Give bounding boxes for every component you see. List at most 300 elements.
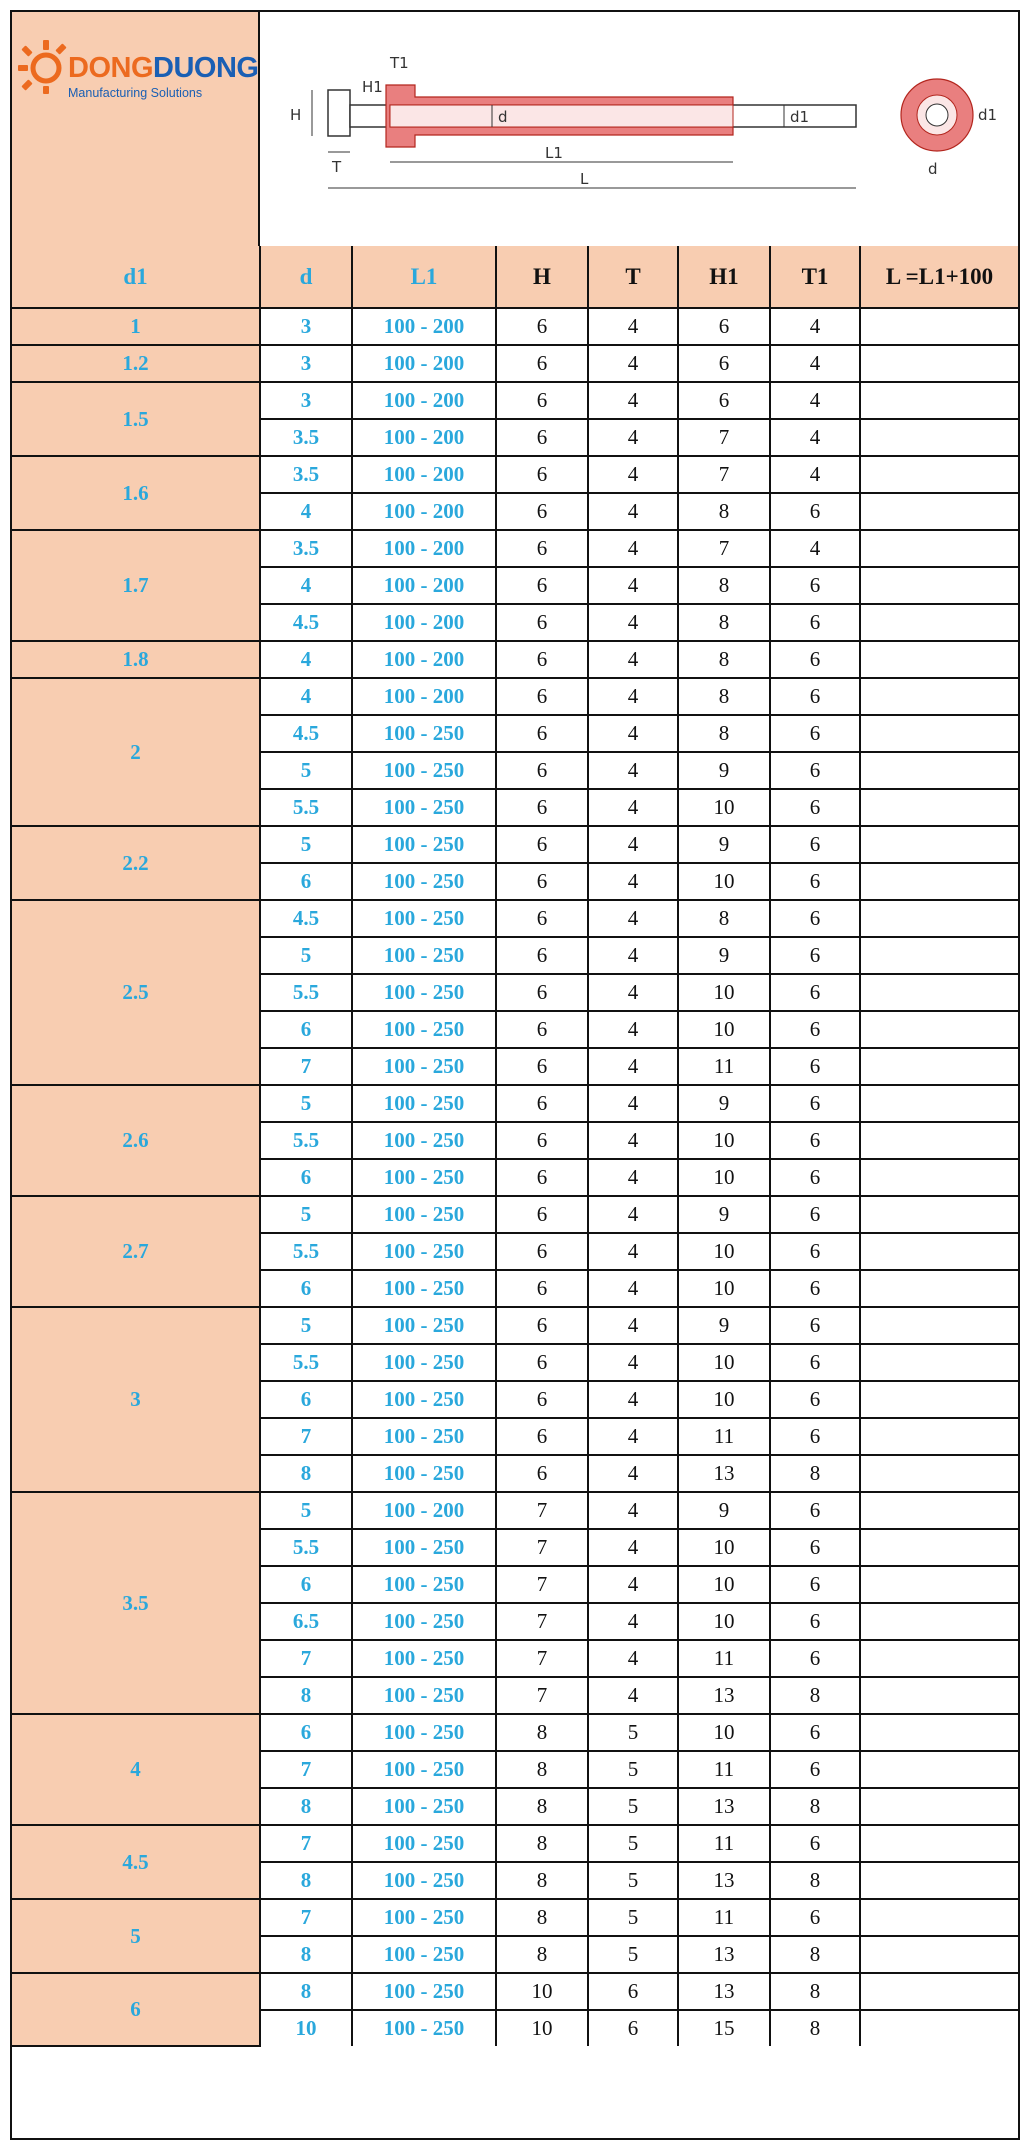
- cell-t: 5: [588, 1714, 678, 1751]
- cell-d1: 2: [12, 678, 260, 826]
- sleeve-diagram: [260, 12, 1018, 246]
- cell-h: 6: [496, 567, 588, 604]
- cell-h: 6: [496, 419, 588, 456]
- label-t1: T1: [390, 54, 409, 72]
- cell-h1: 10: [678, 1714, 770, 1751]
- cell-d1: 1.7: [12, 530, 260, 641]
- table-row: [12, 900, 1018, 937]
- cell-t1: 6: [770, 900, 860, 937]
- cell-l1: 100 - 250: [352, 937, 496, 974]
- cell-t: 4: [588, 1677, 678, 1714]
- cell-l: [860, 1788, 1018, 1825]
- cell-h1: 9: [678, 826, 770, 863]
- cell-d: 5: [260, 1307, 352, 1344]
- cell-h: 7: [496, 1566, 588, 1603]
- cell-l1: 100 - 250: [352, 1418, 496, 1455]
- cell-h1: 10: [678, 1381, 770, 1418]
- cell-t: 5: [588, 1788, 678, 1825]
- cell-l: [860, 1640, 1018, 1677]
- cell-l: [860, 1603, 1018, 1640]
- cell-d: 4: [260, 493, 352, 530]
- cell-t1: 8: [770, 1677, 860, 1714]
- cell-h: 6: [496, 530, 588, 567]
- cell-l: [860, 1899, 1018, 1936]
- cell-d: 6: [260, 1159, 352, 1196]
- cell-d: 7: [260, 1825, 352, 1862]
- cell-h: 8: [496, 1714, 588, 1751]
- table-row: [12, 1492, 1018, 1529]
- table-row: [12, 456, 1018, 493]
- cell-d1: 2.5: [12, 900, 260, 1085]
- cell-h: 7: [496, 1640, 588, 1677]
- cell-h1: 8: [678, 604, 770, 641]
- cell-t: 5: [588, 1899, 678, 1936]
- cell-t: 4: [588, 1381, 678, 1418]
- brand-name-part2: DUONG: [153, 52, 259, 84]
- cell-l1: 100 - 250: [352, 1973, 496, 2010]
- cell-d: 7: [260, 1640, 352, 1677]
- cell-l: [860, 1455, 1018, 1492]
- cell-t: 4: [588, 678, 678, 715]
- cell-h: 6: [496, 937, 588, 974]
- cell-t: 4: [588, 1011, 678, 1048]
- cell-l: [860, 1233, 1018, 1270]
- cell-d: 4: [260, 641, 352, 678]
- cell-h: 6: [496, 1270, 588, 1307]
- cell-l: [860, 752, 1018, 789]
- cell-d: 7: [260, 1899, 352, 1936]
- cell-d1: 1.6: [12, 456, 260, 530]
- cell-t: 4: [588, 1418, 678, 1455]
- cell-t1: 6: [770, 863, 860, 900]
- cell-t1: 4: [770, 345, 860, 382]
- cell-t1: 6: [770, 493, 860, 530]
- cell-d: 5: [260, 1492, 352, 1529]
- cell-d1: 3: [12, 1307, 260, 1492]
- cell-h1: 6: [678, 382, 770, 419]
- cell-l: [860, 1751, 1018, 1788]
- cell-t: 4: [588, 1603, 678, 1640]
- cell-h: 6: [496, 308, 588, 345]
- table-row: [12, 1714, 1018, 1751]
- cell-l1: 100 - 250: [352, 1344, 496, 1381]
- cell-l1: 100 - 250: [352, 863, 496, 900]
- cell-h1: 8: [678, 641, 770, 678]
- cell-t: 5: [588, 1751, 678, 1788]
- cell-t1: 6: [770, 1751, 860, 1788]
- cell-h: 6: [496, 900, 588, 937]
- cell-d: 8: [260, 1862, 352, 1899]
- cell-h: 8: [496, 1788, 588, 1825]
- cell-t1: 6: [770, 567, 860, 604]
- cell-t1: 6: [770, 1640, 860, 1677]
- cell-d: 6: [260, 1566, 352, 1603]
- table-row: [12, 1825, 1018, 1862]
- cell-l1: 100 - 250: [352, 1603, 496, 1640]
- cell-h1: 13: [678, 1973, 770, 2010]
- cell-h1: 10: [678, 974, 770, 1011]
- table-row: [12, 345, 1018, 382]
- cell-d: 3.5: [260, 530, 352, 567]
- cell-l1: 100 - 250: [352, 826, 496, 863]
- cell-t1: 6: [770, 1418, 860, 1455]
- cell-h: 8: [496, 1751, 588, 1788]
- label-h: H: [290, 106, 302, 124]
- cell-t: 5: [588, 1862, 678, 1899]
- cell-h: 6: [496, 789, 588, 826]
- cell-t1: 6: [770, 1011, 860, 1048]
- cell-l: [860, 1566, 1018, 1603]
- label-d: d: [498, 108, 508, 126]
- cell-d: 5.5: [260, 1529, 352, 1566]
- cell-h: 6: [496, 382, 588, 419]
- cell-t: 4: [588, 937, 678, 974]
- cell-h: 8: [496, 1936, 588, 1973]
- gear-sun-icon: [16, 34, 68, 96]
- cell-t1: 8: [770, 1973, 860, 2010]
- cell-l: [860, 419, 1018, 456]
- cell-h: 6: [496, 604, 588, 641]
- cell-l: [860, 345, 1018, 382]
- col-header-d: d: [260, 246, 352, 308]
- cell-h: 6: [496, 974, 588, 1011]
- col-header-l1: L1: [352, 246, 496, 308]
- cell-d: 5: [260, 1196, 352, 1233]
- cell-t1: 6: [770, 826, 860, 863]
- cell-l1: 100 - 250: [352, 1529, 496, 1566]
- cell-l: [860, 1011, 1018, 1048]
- spec-table: [12, 246, 1018, 2047]
- cell-h1: 9: [678, 1196, 770, 1233]
- cell-l1: 100 - 250: [352, 1455, 496, 1492]
- cell-l1: 100 - 250: [352, 1751, 496, 1788]
- col-header-d1: d1: [12, 246, 260, 308]
- cell-h1: 11: [678, 1048, 770, 1085]
- cell-d1: 5: [12, 1899, 260, 1973]
- cell-t: 4: [588, 1566, 678, 1603]
- cell-t1: 6: [770, 1825, 860, 1862]
- cell-h: 6: [496, 1122, 588, 1159]
- cell-t: 4: [588, 1196, 678, 1233]
- cell-d: 8: [260, 1788, 352, 1825]
- cell-l: [860, 1529, 1018, 1566]
- cell-t: 4: [588, 974, 678, 1011]
- cell-t: 4: [588, 1048, 678, 1085]
- cell-l: [860, 1492, 1018, 1529]
- cell-h: 6: [496, 715, 588, 752]
- cell-h1: 10: [678, 1344, 770, 1381]
- cell-t1: 4: [770, 530, 860, 567]
- cell-d: 5.5: [260, 974, 352, 1011]
- cell-h: 6: [496, 1196, 588, 1233]
- cell-d: 5.5: [260, 789, 352, 826]
- col-header-t1: T1: [770, 246, 860, 308]
- cell-d1: 6: [12, 1973, 260, 2046]
- cell-d1: 2.2: [12, 826, 260, 900]
- cell-t: 4: [588, 1270, 678, 1307]
- cell-l: [860, 1048, 1018, 1085]
- cell-l1: 100 - 250: [352, 900, 496, 937]
- cell-l1: 100 - 200: [352, 567, 496, 604]
- table-row: [12, 1085, 1018, 1122]
- cell-h: 7: [496, 1603, 588, 1640]
- cell-l: [860, 1196, 1018, 1233]
- cell-l: [860, 789, 1018, 826]
- cell-h: 7: [496, 1677, 588, 1714]
- cell-l: [860, 1270, 1018, 1307]
- cell-l: [860, 604, 1018, 641]
- cell-l1: 100 - 200: [352, 530, 496, 567]
- cell-l: [860, 715, 1018, 752]
- section-label-d: d: [928, 160, 938, 178]
- cell-t: 4: [588, 530, 678, 567]
- cell-h1: 6: [678, 308, 770, 345]
- cell-t1: 4: [770, 419, 860, 456]
- brand-tagline: Manufacturing Solutions: [68, 86, 203, 100]
- sleeve-bore: [390, 105, 733, 127]
- cell-t1: 8: [770, 1788, 860, 1825]
- cell-t: 4: [588, 1640, 678, 1677]
- cell-t: 4: [588, 1529, 678, 1566]
- cell-l: [860, 1973, 1018, 2010]
- cell-l: [860, 2010, 1018, 2046]
- cell-l1: 100 - 200: [352, 678, 496, 715]
- cell-l1: 100 - 250: [352, 974, 496, 1011]
- cell-l: [860, 382, 1018, 419]
- cell-t: 4: [588, 345, 678, 382]
- cell-t: 4: [588, 604, 678, 641]
- cell-l: [860, 641, 1018, 678]
- cell-l1: 100 - 250: [352, 1048, 496, 1085]
- cell-h: 8: [496, 1862, 588, 1899]
- cell-t: 4: [588, 1492, 678, 1529]
- cell-t: 6: [588, 1973, 678, 2010]
- cell-d: 8: [260, 1936, 352, 1973]
- cell-l1: 100 - 250: [352, 789, 496, 826]
- cell-l1: 100 - 250: [352, 1159, 496, 1196]
- cell-h1: 11: [678, 1640, 770, 1677]
- cell-l: [860, 456, 1018, 493]
- cell-h: 6: [496, 1233, 588, 1270]
- cell-t1: 6: [770, 1603, 860, 1640]
- table-row: [12, 641, 1018, 678]
- cell-t1: 6: [770, 752, 860, 789]
- cell-h1: 15: [678, 2010, 770, 2046]
- cell-h: 6: [496, 1455, 588, 1492]
- cell-t1: 6: [770, 1529, 860, 1566]
- cell-h1: 13: [678, 1862, 770, 1899]
- table-row: [12, 1307, 1018, 1344]
- cell-h1: 7: [678, 530, 770, 567]
- cell-t: 4: [588, 1344, 678, 1381]
- cell-h: 10: [496, 1973, 588, 2010]
- cell-h: 6: [496, 826, 588, 863]
- cell-h1: 10: [678, 1529, 770, 1566]
- cell-h: 6: [496, 1085, 588, 1122]
- table-row: [12, 1973, 1018, 2010]
- cell-d: 4: [260, 567, 352, 604]
- cell-h1: 10: [678, 1159, 770, 1196]
- cell-d1: 1.2: [12, 345, 260, 382]
- label-h1: H1: [362, 78, 383, 96]
- cell-h1: 8: [678, 715, 770, 752]
- cell-h: 6: [496, 678, 588, 715]
- cell-h1: 9: [678, 1085, 770, 1122]
- brand-name: [68, 52, 258, 85]
- cell-h: 6: [496, 1159, 588, 1196]
- cell-l: [860, 1085, 1018, 1122]
- cell-d: 5.5: [260, 1344, 352, 1381]
- cell-t: 6: [588, 2010, 678, 2046]
- cell-h: 8: [496, 1825, 588, 1862]
- cell-h: 8: [496, 1899, 588, 1936]
- cell-h: 6: [496, 1418, 588, 1455]
- cell-d1: 2.6: [12, 1085, 260, 1196]
- table-row: [12, 308, 1018, 345]
- header-row: [12, 246, 1018, 308]
- cell-t: 4: [588, 1233, 678, 1270]
- cell-h1: 7: [678, 419, 770, 456]
- cell-t1: 6: [770, 1566, 860, 1603]
- cell-l: [860, 1714, 1018, 1751]
- cell-l: [860, 937, 1018, 974]
- cell-t: 4: [588, 789, 678, 826]
- cell-d: 7: [260, 1418, 352, 1455]
- cell-t: 4: [588, 308, 678, 345]
- cell-l1: 100 - 200: [352, 604, 496, 641]
- cell-d: 5.5: [260, 1233, 352, 1270]
- cell-t: 4: [588, 1159, 678, 1196]
- cell-t: 4: [588, 1085, 678, 1122]
- cell-d: 5: [260, 752, 352, 789]
- cell-h1: 10: [678, 1122, 770, 1159]
- cell-d1: 1: [12, 308, 260, 345]
- cell-l1: 100 - 200: [352, 345, 496, 382]
- cell-t1: 6: [770, 1270, 860, 1307]
- cell-l: [860, 1159, 1018, 1196]
- cell-t1: 6: [770, 1714, 860, 1751]
- cell-l1: 100 - 250: [352, 1936, 496, 1973]
- cell-t1: 6: [770, 1159, 860, 1196]
- pin-head: [328, 90, 350, 136]
- cell-d: 6.5: [260, 1603, 352, 1640]
- cell-d1: 3.5: [12, 1492, 260, 1714]
- cell-d1: 1.5: [12, 382, 260, 456]
- cell-l: [860, 1825, 1018, 1862]
- brand-name-part1: DONG: [68, 52, 153, 84]
- section-label-d1: d1: [978, 106, 998, 124]
- cell-l: [860, 1418, 1018, 1455]
- cell-l1: 100 - 250: [352, 1566, 496, 1603]
- cell-d: 4.5: [260, 715, 352, 752]
- cell-t: 4: [588, 1455, 678, 1492]
- cell-h: 6: [496, 1381, 588, 1418]
- cell-l1: 100 - 200: [352, 382, 496, 419]
- cell-l: [860, 678, 1018, 715]
- cell-l: [860, 1381, 1018, 1418]
- cell-d: 7: [260, 1048, 352, 1085]
- table-row: [12, 1196, 1018, 1233]
- cell-t: 4: [588, 1122, 678, 1159]
- cell-h1: 11: [678, 1751, 770, 1788]
- header-band: [12, 12, 1018, 248]
- cell-t1: 6: [770, 1122, 860, 1159]
- cell-l: [860, 900, 1018, 937]
- cell-t: 4: [588, 826, 678, 863]
- cell-h: 6: [496, 863, 588, 900]
- cell-l: [860, 493, 1018, 530]
- cell-d: 8: [260, 1677, 352, 1714]
- cell-h1: 11: [678, 1899, 770, 1936]
- cell-t1: 6: [770, 1048, 860, 1085]
- cell-h1: 13: [678, 1677, 770, 1714]
- table-row: [12, 530, 1018, 567]
- cell-l1: 100 - 250: [352, 1640, 496, 1677]
- cell-l1: 100 - 200: [352, 641, 496, 678]
- cell-l1: 100 - 250: [352, 1862, 496, 1899]
- cell-l1: 100 - 200: [352, 1492, 496, 1529]
- cell-d: 4.5: [260, 604, 352, 641]
- cell-d: 6: [260, 1011, 352, 1048]
- cell-h: 6: [496, 1307, 588, 1344]
- cell-t: 4: [588, 715, 678, 752]
- cell-h: 6: [496, 456, 588, 493]
- cell-d: 3.5: [260, 456, 352, 493]
- cell-h1: 10: [678, 1603, 770, 1640]
- cell-l1: 100 - 250: [352, 1122, 496, 1159]
- cell-t1: 6: [770, 1196, 860, 1233]
- cell-d: 3: [260, 308, 352, 345]
- cell-h1: 13: [678, 1455, 770, 1492]
- spec-sheet: [10, 10, 1020, 2140]
- cell-t1: 8: [770, 1862, 860, 1899]
- label-d1: d1: [790, 108, 810, 126]
- cell-t1: 6: [770, 715, 860, 752]
- table-row: [12, 826, 1018, 863]
- cell-t1: 6: [770, 789, 860, 826]
- cell-l1: 100 - 250: [352, 1307, 496, 1344]
- cell-t1: 8: [770, 1936, 860, 1973]
- cell-d: 10: [260, 2010, 352, 2046]
- cell-l1: 100 - 250: [352, 2010, 496, 2046]
- cell-t1: 6: [770, 974, 860, 1011]
- cell-d: 5: [260, 826, 352, 863]
- cell-t: 4: [588, 419, 678, 456]
- cell-t: 4: [588, 1307, 678, 1344]
- table-row: [12, 678, 1018, 715]
- cell-t1: 6: [770, 1492, 860, 1529]
- cell-d1: 4: [12, 1714, 260, 1825]
- cell-l: [860, 1122, 1018, 1159]
- cell-h: 6: [496, 493, 588, 530]
- table-body: [12, 308, 1018, 2046]
- cell-h1: 9: [678, 1492, 770, 1529]
- cell-d: 5: [260, 1085, 352, 1122]
- cell-t: 4: [588, 456, 678, 493]
- cell-l: [860, 530, 1018, 567]
- cell-l: [860, 974, 1018, 1011]
- cell-t1: 6: [770, 1085, 860, 1122]
- cell-l: [860, 1344, 1018, 1381]
- cell-t: 4: [588, 900, 678, 937]
- cell-t1: 6: [770, 1381, 860, 1418]
- cell-d: 3: [260, 382, 352, 419]
- cell-t1: 4: [770, 456, 860, 493]
- cell-h: 6: [496, 752, 588, 789]
- cell-l1: 100 - 250: [352, 715, 496, 752]
- cell-t: 5: [588, 1825, 678, 1862]
- cell-h1: 8: [678, 900, 770, 937]
